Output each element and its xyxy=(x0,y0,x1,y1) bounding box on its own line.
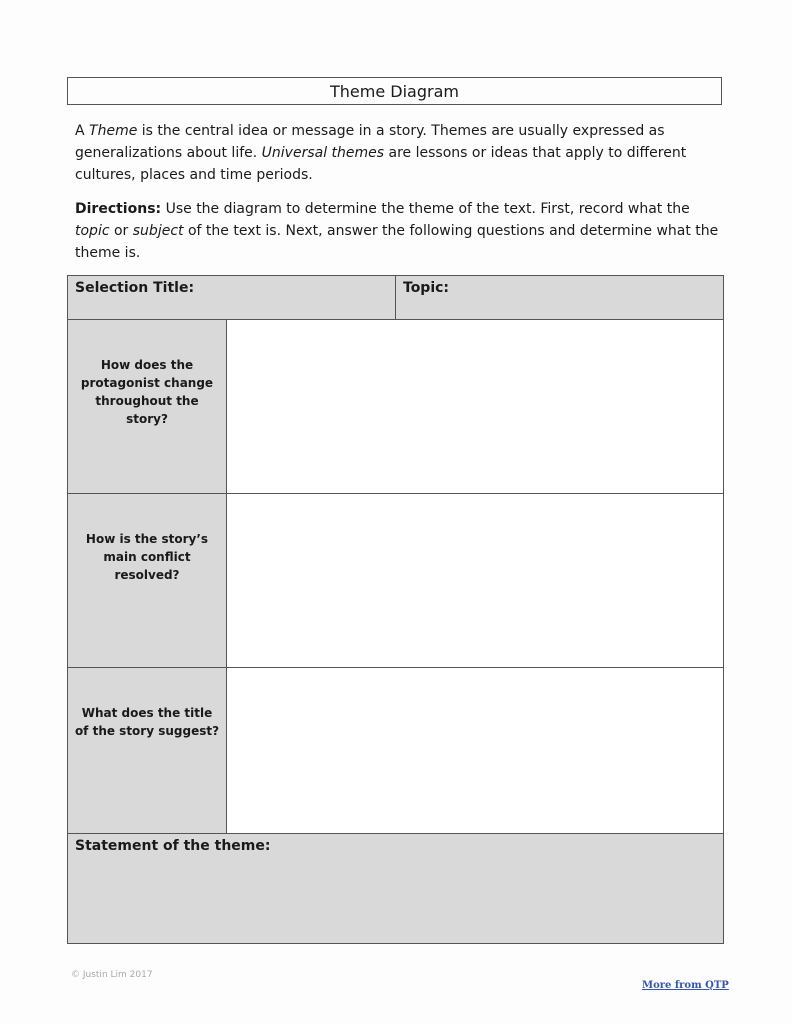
directions-part1: Use the diagram to determine the theme of the text. First, record what the xyxy=(161,201,690,217)
directions-label: Directions: xyxy=(75,201,162,217)
copyright-text: © Justin Lim 2017 xyxy=(71,970,153,980)
question-label: How is the story’s main conflict resolved? xyxy=(85,532,209,582)
intro-theme-word: Theme xyxy=(89,123,138,139)
intro-a: A xyxy=(75,123,90,139)
intro-universal-word: Universal themes xyxy=(261,145,385,161)
directions-topic-word: topic xyxy=(75,223,110,239)
answer-box-3[interactable] xyxy=(227,668,723,834)
directions-paragraph xyxy=(75,198,725,264)
topic-field[interactable] xyxy=(396,276,723,320)
directions-subject-word: subject xyxy=(132,223,184,239)
question-protagonist-change xyxy=(68,320,227,494)
question-conflict-resolved xyxy=(68,494,227,668)
answer-box-1[interactable] xyxy=(227,320,723,494)
question-label: How does the protagonist change throughout the story? xyxy=(80,358,214,426)
answer-box-2[interactable] xyxy=(227,494,723,668)
intro-after-universal: are lessons or ideas that apply to different cultures, places and time periods. xyxy=(75,145,687,183)
directions-or: or xyxy=(109,223,133,239)
theme-statement-field[interactable] xyxy=(68,834,723,943)
topic-label: Topic: xyxy=(403,280,450,296)
directions-part2: of the text is. Next, answer the following questions and determine what the theme is. xyxy=(75,223,719,261)
more-from-qtp-link[interactable]: More from QTP xyxy=(642,980,729,991)
intro-paragraph xyxy=(75,120,725,186)
selection-title-label: Selection Title: xyxy=(75,280,195,296)
intro-after-theme: is the central idea or message in a story. Themes are usually expressed as generalizations about life. xyxy=(75,123,665,161)
selection-title-field[interactable] xyxy=(68,276,396,320)
theme-statement-label: Statement of the theme: xyxy=(75,838,271,854)
theme-diagram-grid xyxy=(67,275,724,944)
question-label: What does the title of the story suggest? xyxy=(74,706,220,738)
question-title-suggest xyxy=(68,668,227,834)
page-title: Theme Diagram xyxy=(67,77,722,105)
